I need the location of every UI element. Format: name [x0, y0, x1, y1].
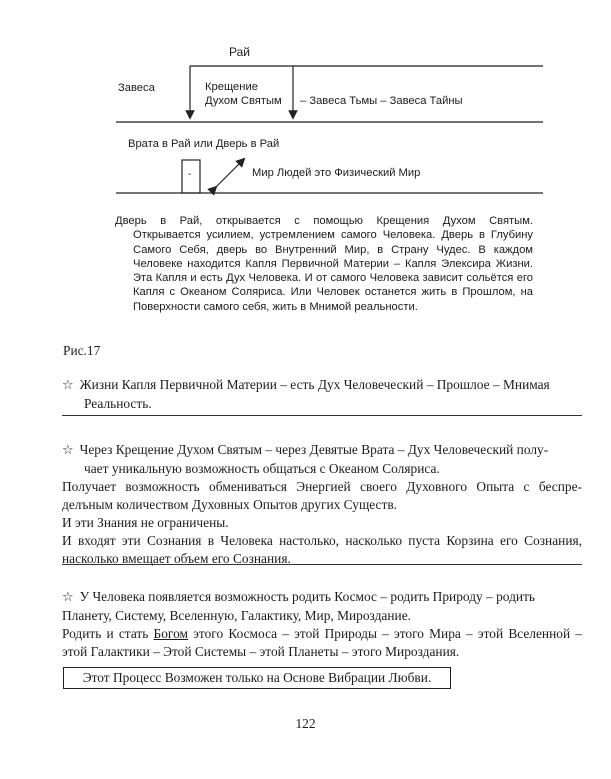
- page-number: 122: [295, 716, 316, 731]
- label-zavesa: Завеса: [118, 82, 155, 94]
- label-mir-lyudey: Мир Людей это Физический Мир: [252, 167, 421, 179]
- door-mark: -: [188, 169, 192, 180]
- label-rai: Рай: [229, 45, 250, 59]
- section-3-line1: У Человека появляется возможность родить Космос – родить Природу – родить: [79, 589, 536, 604]
- divider-2: [62, 564, 582, 565]
- divider-1: [62, 415, 582, 416]
- section-2-para2: Получает возможность обмениваться Энергией своего Духовного Опыта с беспре-делъным количеством Духовных Опытов других Существ.: [62, 479, 582, 512]
- section-2-line2: чает уникальную возможность общаться с Океаном Соляриса.: [84, 461, 440, 476]
- section-1: [62, 376, 582, 413]
- label-kreshchenie-line1: Крещение: [205, 81, 258, 93]
- section-1-line1: Жизни Капля Первичной Материи – есть Дух Человеческий – Прошлое – Мнимая: [79, 377, 550, 392]
- figure-label: Рис.17: [63, 343, 101, 358]
- section-2-line1: Через Крещение Духом Святым – через Девятые Врата – Дух Человеческий полу-: [79, 442, 549, 457]
- caption-body: Открывается усилием, устремлением самого Человека. Дверь в Глубину Самого Себя, дверь во Внутренний Мир, в Страну Чудес. В каждом Человеке находится Капля Первичной Материи – Капля Элексира Жизни. Эта Капля и есть Дух Человека. И от самого Человека зависит сольётся его Капля с Океаном Соляриса. Или Человек останется жить в Прошлом, на Поверхности самого себя, жить в Мнимой реальности.: [133, 229, 533, 313]
- diagram-caption: [115, 214, 533, 314]
- boxed-statement: Этот Процесс Возможен только на Основе Вибрации Любви.: [63, 667, 451, 689]
- label-zavesa-tmy: – Завеса Тьмы – Завеса Тайны: [300, 95, 463, 107]
- star-outline-icon: ☆: [62, 590, 74, 605]
- section-3-para2: [62, 625, 582, 661]
- section-2: [62, 441, 582, 568]
- caption-first-line: Дверь в Рай, открывается с помощью Крещения Духом Святым.: [115, 215, 533, 227]
- label-kreshchenie: [205, 80, 282, 108]
- section-2-para3: И эти Знания не ограничены.: [62, 515, 229, 530]
- section-3-bogom: Богом: [153, 626, 189, 641]
- star-outline-icon: ☆: [62, 378, 74, 393]
- section-3-line2: Планету, Систему, Вселенную, Галактику, Мир, Мироздание.: [62, 608, 411, 623]
- section-1-line2: Реальность.: [84, 396, 152, 411]
- star-outline-icon: ☆: [62, 443, 74, 458]
- section-2-para4: И входят эти Сознания в Человека настолько, насколько пуста Корзина его Сознания, насколько вмещает объем его Сознания.: [62, 533, 582, 566]
- section-3-para2-post: этого Космоса – этой Природы – этого Мира – этой Вселенной – этой Галактики – Этой Системы – этой Планеты – этого Мироздания.: [62, 626, 582, 659]
- section-3-para2-pre: Родить и стать: [62, 626, 154, 641]
- section-3: [62, 588, 582, 661]
- label-kreshchenie-line2: Духом Святым: [205, 95, 282, 107]
- label-vrata: Врата в Рай или Дверь в Рай: [128, 138, 280, 150]
